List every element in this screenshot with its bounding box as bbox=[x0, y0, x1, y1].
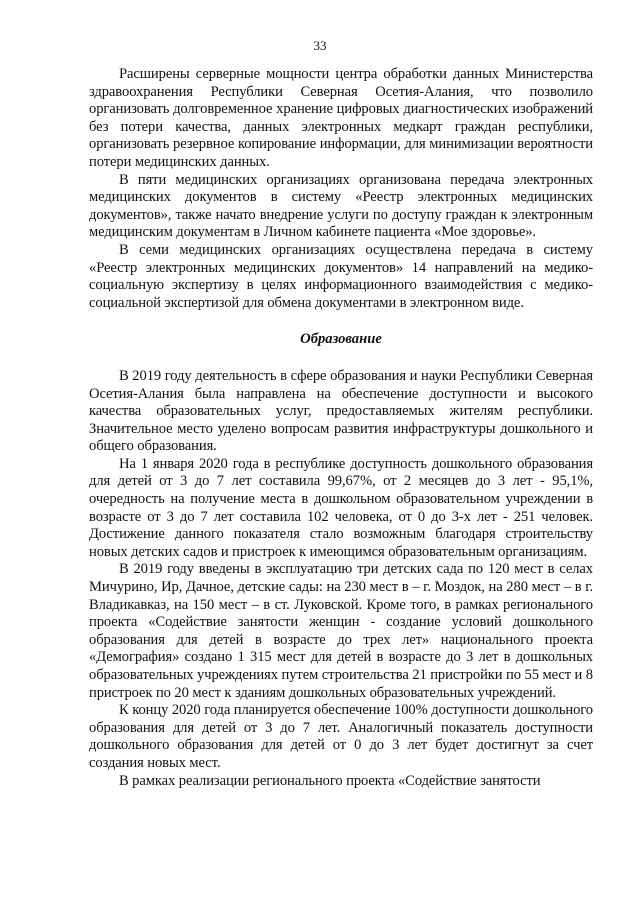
section-heading-education: Образование bbox=[300, 331, 382, 348]
page-body bbox=[89, 66, 593, 790]
paragraph-kindergartens-built: В 2019 году введены в эксплуатацию три детских сада по 120 мест в селах Мичурино, Ир, Дачное, детские сады: на 230 мест в – г. Моздок, на 280 мест – в г. Владикавказ, на 150 мест – в ст. Луковской. Кроме того, в рамках регионального проекта «Содействие занятости женщин - создание условий дошкольного образования для детей в возрасте до трех лет» национального проекта «Демография» создано 1 315 мест для детей в возрасте до 3 лет в дошкольных образовательных учреждениях путем строительства 21 пристройки по 55 мест и 8 пристроек по 20 мест к зданиям дошкольных образовательных учреждений. bbox=[89, 561, 593, 701]
paragraph-regional-project: В рамках реализации регионального проекта «Содействие занятости bbox=[119, 772, 541, 789]
paragraph-preschool-availability: На 1 января 2020 года в республике доступность дошкольного образования для детей от 3 до 7 лет составила 99,67%, от 2 месяцев до 3 лет - 95,1%, очередность на получение места в дошкольном образовательном учреждении в возрасте от 3 до 7 лет составила 102 человека, от 0 до 3-х лет - 251 человек. Достижение данного показателя стало возможным благодаря строительству новых детских садов и пристроек к имеющимся образовательным организациям. bbox=[89, 455, 593, 560]
paragraph-data-center: Расширены серверные мощности центра обработки данных Министерства здравоохранения Республики Северная Осетия-Алания, что позволило организовать долговременное хранение цифровых диагностических изображений без потери качества, данных электронных медкарт граждан республики, организовать резервное копирование информации, для минимизации вероятности потери медицинских данных. bbox=[89, 66, 593, 170]
paragraph-education-2019: В 2019 году деятельность в сфере образования и науки Республики Северная Осетия-Алания была направлена на обеспечение доступности и высокого качества образовательных услуг, предоставляемых жителям республики. Значительное место уделено вопросам развития инфраструктуры дошкольного и общего образования. bbox=[89, 367, 593, 455]
paragraph-plans-2020: К концу 2020 года планируется обеспечение 100% доступности дошкольного образования для детей от 3 до 7 лет. Аналогичный показатель доступности дошкольного образования для детей от 0 до 3 лет будет достигнут за счет создания новых мест. bbox=[89, 702, 593, 771]
page-number: 33 bbox=[313, 38, 327, 53]
paragraph-emd-registry: В пяти медицинских организациях организована передача электронных медицинских документов в систему «Реестр электронных медицинских документов», также начато внедрение услуги по доступу граждан к электронным медицинским документам в Личном кабинете пациента «Мое здоровье». bbox=[89, 171, 593, 241]
paragraph-mse-referrals: В семи медицинских организациях осуществлена передача в систему «Реестр электронных медицинских документов» 14 направлений на медико-социальную экспертизу в целях информационного взаимодействия с медико-социальной экспертизой для обмена документами в электронном виде. bbox=[89, 241, 593, 311]
